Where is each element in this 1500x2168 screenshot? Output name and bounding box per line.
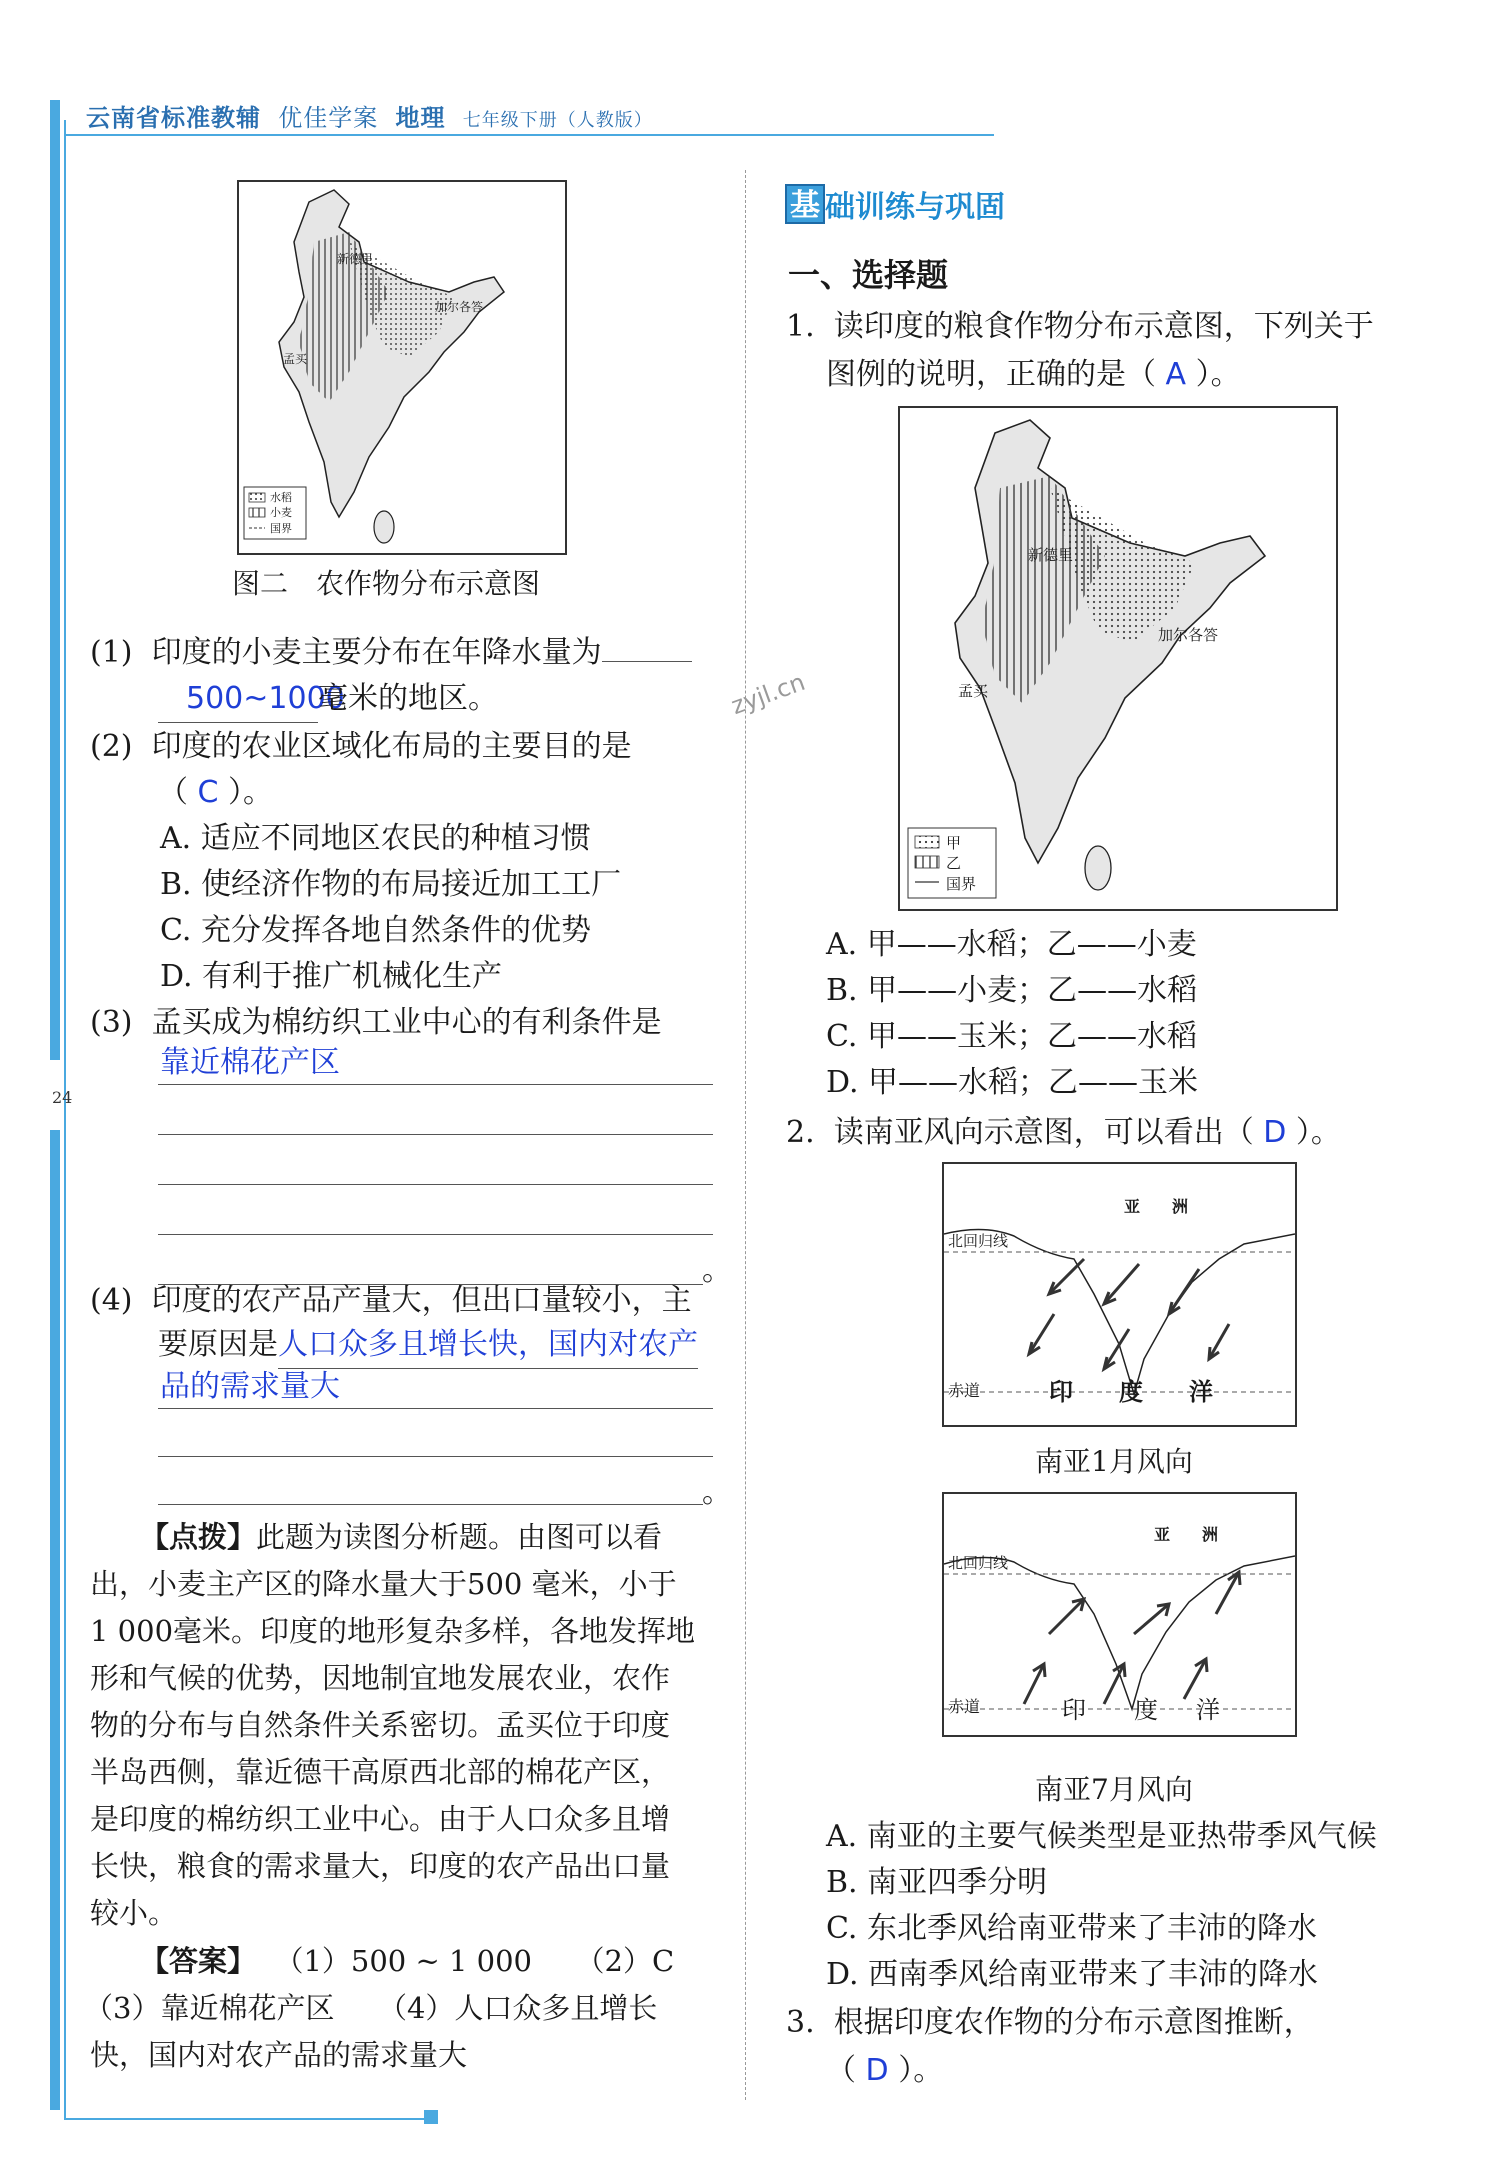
rq1-text-a: 读印度的粮食作物分布示意图，下列关于: [833, 309, 1374, 344]
answer-line-0: [140, 1938, 674, 1985]
jul-tropic-label: 北回归线: [948, 1554, 1009, 1572]
q1-blank: [602, 632, 692, 662]
rq2-option-a: A. 南亚的主要气候类型是亚热带季风气候: [826, 1819, 1377, 1854]
tip-line-3: 形和气候的优势，因地制宜地发展农业，农作: [90, 1661, 671, 1695]
q4-end: 。: [702, 1475, 732, 1510]
rq3-paren-close: ）。: [898, 2053, 944, 2088]
answer-label: 【答案】: [140, 1944, 257, 1978]
jul-ocean-1: 印: [1062, 1696, 1086, 1724]
q4-text-a: 印度的农产品产量大，但出口量较小，主: [151, 1283, 692, 1318]
wind-jul-svg: [944, 1494, 1295, 1735]
q2-paren-close: ）。: [228, 775, 274, 810]
rq1-option-a: A. 甲——水稻；乙——小麦: [826, 927, 1197, 962]
q3-rule-4: [158, 1234, 713, 1235]
left-q2-line2: [158, 770, 273, 816]
q4-num: (4): [90, 1283, 133, 1318]
crop-distribution-map: [237, 180, 567, 555]
rq2-option-b: B. 南亚四季分明: [826, 1865, 1048, 1900]
q2-text: 印度的农业区域化布局的主要目的是: [151, 729, 632, 764]
header-grade: 七年级下册（人教版）: [462, 110, 653, 131]
map-city-delhi: 新德里: [337, 252, 374, 266]
gmap-city-delhi: 新德里: [1028, 546, 1074, 564]
q3-rule-2: [158, 1134, 713, 1135]
watermark: zyjl.cn: [727, 667, 809, 721]
gmap-legend-yi: 乙: [946, 854, 962, 872]
tip-line-0: [140, 1514, 662, 1561]
rq2-answer: D: [1263, 1115, 1287, 1150]
q4-rule-2: [158, 1456, 713, 1457]
jul-ocean-2: 度: [1134, 1696, 1158, 1724]
page-header: [86, 98, 653, 133]
page-number: 24: [52, 1088, 73, 1107]
q4-rule-3: [158, 1504, 703, 1505]
q3-answer: 靠近棉花产区: [160, 1045, 340, 1080]
q3-text: 孟买成为棉纺织工业中心的有利条件是: [151, 1005, 662, 1040]
page-border-bar: [50, 100, 60, 1060]
rq2-option-c: C. 东北季风给南亚带来了丰沛的降水: [826, 1911, 1317, 1946]
figure-caption: 图二 农作物分布示意图: [232, 567, 541, 600]
wind-jan-caption: 南亚1月风向: [1035, 1445, 1193, 1478]
answer-line-1: （3）靠近棉花产区 （4）人口众多且增长: [84, 1991, 658, 2025]
q1-num: (1): [90, 635, 133, 670]
jul-equator-label: 赤道: [948, 1697, 981, 1716]
rq2-text-b: ）。: [1295, 1115, 1341, 1150]
rq1-num: 1.: [786, 309, 815, 344]
header-rule: [64, 134, 994, 136]
grain-crop-map: [898, 406, 1338, 911]
jul-asia-label: 亚 洲: [1154, 1525, 1219, 1544]
section-heading: [785, 182, 1005, 226]
q2-num: (2): [90, 729, 133, 764]
page-bottom-square: [424, 2110, 438, 2124]
gmap-city-mumbai: 孟买: [958, 682, 989, 700]
left-q4-line1: [90, 1278, 692, 1324]
right-q1-line2: [826, 352, 1241, 398]
q2-option-a: A. 适应不同地区农民的种植习惯: [160, 821, 591, 856]
header-subject: 地理: [395, 104, 446, 132]
map-city-mumbai: 孟买: [283, 352, 308, 366]
left-q4-line2: [158, 1322, 698, 1369]
rq1-answer: A: [1165, 357, 1187, 392]
part-title: 一、选择题: [788, 256, 949, 294]
tip-line-4: 物的分布与自然条件关系密切。孟买位于印度: [90, 1708, 671, 1742]
gmap-legend-border: 国界: [946, 875, 977, 893]
q1-answer: 500~1000: [158, 676, 318, 723]
left-q1-line2: [158, 676, 498, 723]
q3-rule-1: [158, 1084, 713, 1085]
section-title: 础训练与巩固: [825, 190, 1005, 225]
rq1-option-c: C. 甲——玉米；乙——水稻: [826, 1019, 1197, 1054]
q2-option-c: C. 充分发挥各地自然条件的优势: [160, 913, 591, 948]
tip-line-5: 半岛西侧，靠近德干高原西北部的棉花产区，: [90, 1755, 671, 1789]
jul-ocean-3: 洋: [1196, 1696, 1220, 1724]
q2-paren-open: （: [158, 775, 188, 810]
q3-rule-3: [158, 1184, 713, 1185]
rq1-option-d: D. 甲——水稻；乙——玉米: [826, 1065, 1199, 1100]
q3-end: 。: [702, 1253, 732, 1288]
jan-tropic-label: 北回归线: [948, 1232, 1009, 1250]
legend-wheat: 小麦: [270, 506, 292, 519]
jan-ocean-3: 洋: [1189, 1377, 1213, 1406]
jan-ocean-1: 印: [1049, 1377, 1073, 1406]
page-bottom-line: [64, 2118, 434, 2120]
q2-option-b: B. 使经济作物的布局接近加工工厂: [160, 867, 622, 902]
q4-rule-1: [158, 1408, 713, 1409]
q1-text: 印度的小麦主要分布在年降水量为: [151, 635, 602, 670]
page-border-bar-lower: [50, 1130, 60, 2110]
legend-border: 国界: [270, 522, 292, 535]
tip-label: 【点拨】: [140, 1520, 257, 1554]
q2-answer: C: [197, 775, 219, 810]
wind-map-january: [942, 1162, 1297, 1427]
grain-map-svg: [900, 408, 1336, 909]
rq3-text: 根据印度农作物的分布示意图推断，: [833, 2005, 1314, 2040]
tip-text-0: 此题为读图分析题。由图可以看: [256, 1520, 663, 1554]
wind-jul-caption: 南亚7月风向: [1035, 1773, 1193, 1806]
wind-map-july: [942, 1492, 1297, 1737]
q2-option-d: D. 有利于推广机械化生产: [160, 959, 503, 994]
rq2-option-d: D. 西南季风给南亚带来了丰沛的降水: [826, 1957, 1319, 1992]
gmap-city-kolkata: 加尔各答: [1158, 626, 1219, 644]
rq3-answer: D: [865, 2053, 889, 2088]
answer-text-0: （1）500 ~ 1 000 （2）C: [274, 1944, 675, 1978]
q3-num: (3): [90, 1005, 133, 1040]
right-q1-line1: [786, 304, 1374, 350]
q4-text-b: 要原因是: [158, 1327, 278, 1362]
rq1-option-b: B. 甲——小麦；乙——水稻: [826, 973, 1198, 1008]
left-q2-line1: [90, 724, 632, 770]
jan-equator-label: 赤道: [948, 1381, 981, 1400]
rq1-text-c: ）。: [1195, 357, 1241, 392]
right-q3-line1: [786, 2000, 1314, 2046]
column-divider: [745, 170, 746, 2100]
q4-answer-b: 品的需求量大: [160, 1369, 340, 1404]
rq2-num: 2.: [786, 1115, 815, 1150]
rq3-num: 3.: [786, 2005, 815, 2040]
page-border-line: [64, 120, 66, 2120]
legend-rice: 水稻: [270, 491, 292, 504]
rq1-text-b: 图例的说明，正确的是（: [826, 357, 1156, 392]
gmap-legend-jia: 甲: [946, 834, 962, 852]
rq2-text-a: 读南亚风向示意图，可以看出（: [833, 1115, 1254, 1150]
header-book: 优佳学案: [278, 104, 379, 132]
tip-line-7: 长快，粮食的需求量大，印度的农产品出口量: [90, 1849, 671, 1883]
tip-line-1: 出，小麦主产区的降水量大于500 毫米，小于: [90, 1567, 677, 1601]
tip-line-2: 1 000毫米。印度的地形复杂多样，各地发挥地: [90, 1614, 696, 1648]
right-q3-line2: [826, 2048, 943, 2094]
left-q1-line1: [90, 630, 692, 676]
right-q2-line: [786, 1110, 1341, 1156]
q1-text-end: 毫米的地区。: [318, 681, 498, 716]
header-series: 云南省标准教辅: [86, 104, 261, 132]
q4-answer-a: 人口众多且增长快，国内对农产: [278, 1322, 698, 1369]
jan-ocean-2: 度: [1119, 1377, 1143, 1406]
answer-line-2: 快，国内对农产品的需求量大: [90, 2038, 468, 2072]
tip-line-6: 是印度的棉纺织工业中心。由于人口众多且增: [90, 1802, 671, 1836]
section-badge: 基: [785, 184, 825, 224]
rq3-paren-open: （: [826, 2053, 856, 2088]
jan-asia-label: 亚 洲: [1124, 1197, 1189, 1216]
tip-line-8: 较小。: [90, 1896, 178, 1930]
map-city-kolkata: 加尔各答: [435, 300, 484, 314]
